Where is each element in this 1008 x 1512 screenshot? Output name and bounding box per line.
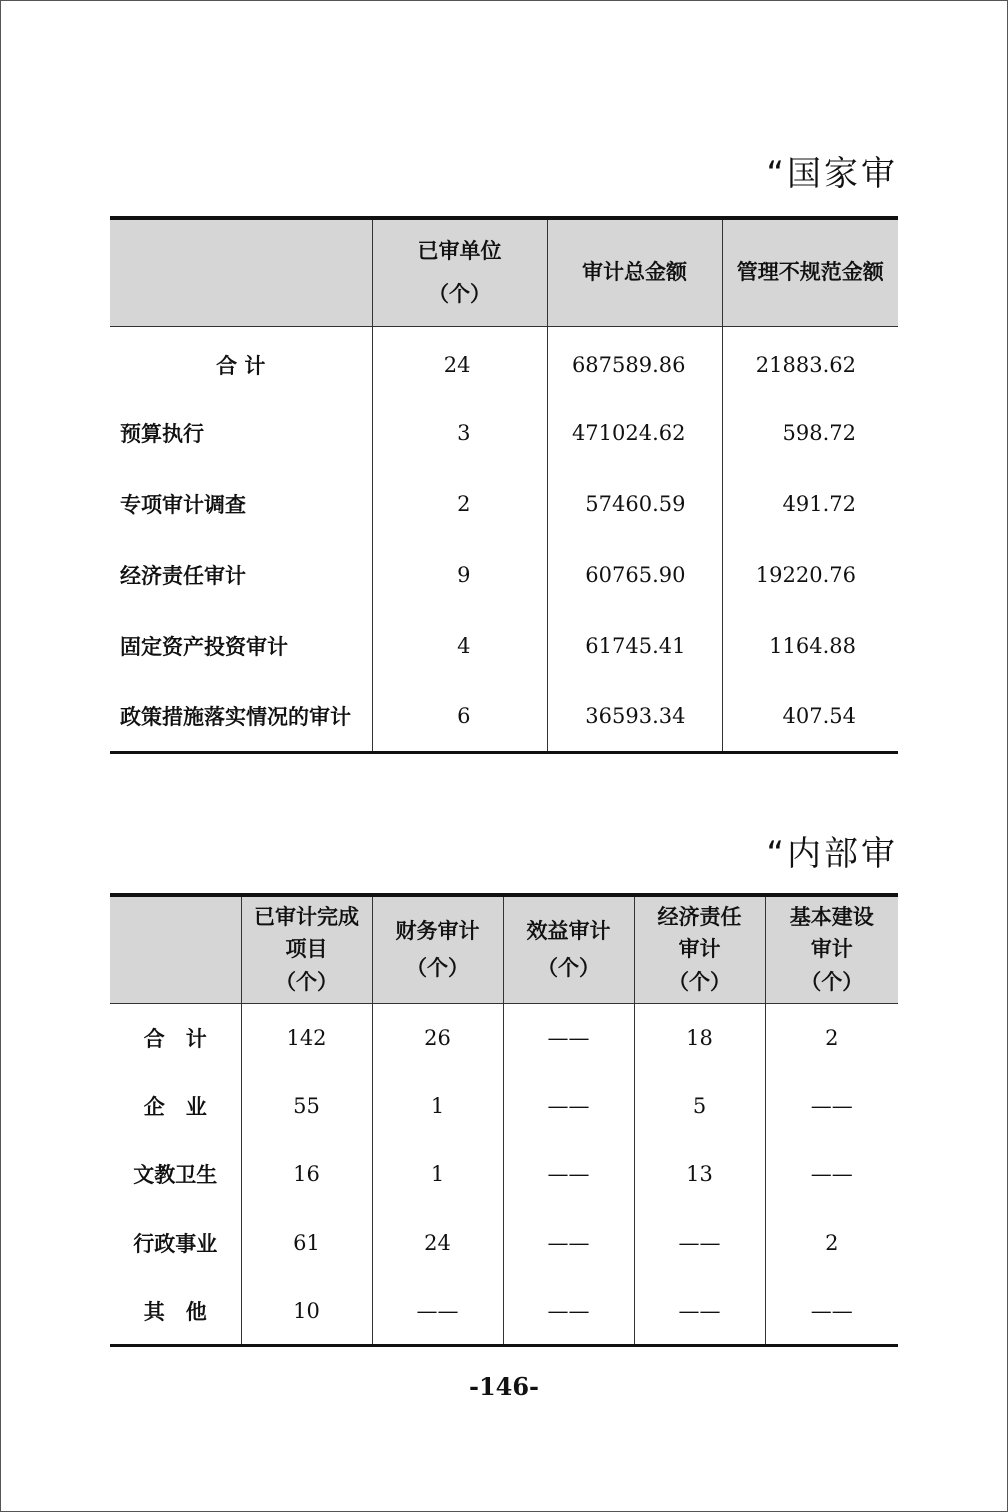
table-row [110,1003,898,1072]
header-benefit-audit: 效益审计 （个） [503,895,634,1003]
cell-irregular: 21883.62 [755,352,856,377]
cell-economic: —— [634,1277,765,1346]
cell-units: 2 [372,468,547,539]
table-row [110,681,898,752]
table-row [110,397,898,468]
row-label: 合 计 [110,1003,241,1072]
cell-financial: 26 [372,1003,503,1072]
table-header-row [110,895,898,1003]
header-financial-audit: 财务审计 （个） [372,895,503,1003]
cell-completed: 16 [241,1140,372,1209]
cell-total: 471024.62 [547,397,722,468]
row-label: 其 他 [110,1277,241,1346]
cell-completed: 10 [241,1277,372,1346]
cell-economic: —— [634,1209,765,1278]
cell-units: 9 [372,539,547,610]
cell-completed: 55 [241,1072,372,1141]
cell-irregular: 1164.88 [769,633,856,658]
cell-benefit: —— [503,1003,634,1072]
cell-irregular: 407.54 [782,703,856,728]
internal-audit-table [110,893,898,1347]
cell-benefit: —— [503,1277,634,1346]
header-blank [110,218,372,326]
row-label: 企 业 [110,1072,241,1141]
cell-total: 61745.41 [547,610,722,681]
cell-units: 3 [372,397,547,468]
table-row [110,1140,898,1209]
row-label: 专项审计调查 [110,468,372,539]
cell-completed: 61 [241,1209,372,1278]
cell-construction: 2 [825,1231,839,1256]
header-irregular-amount: 管理不规范金额 [722,218,898,326]
table-row [110,539,898,610]
cell-benefit: —— [503,1072,634,1141]
cell-financial: —— [372,1277,503,1346]
header-completed-projects: 已审计完成 项目 （个） [241,895,372,1003]
table-row [110,610,898,681]
cell-benefit: —— [503,1140,634,1209]
cell-construction: —— [810,1298,853,1323]
table-row [110,1209,898,1278]
cell-construction: —— [810,1162,853,1187]
header-economic-responsibility-audit: 经济责任 审计 （个） [634,895,765,1003]
cell-total: 687589.86 [547,326,722,397]
cell-irregular: 598.72 [782,420,856,445]
cell-economic: 5 [634,1072,765,1141]
cell-financial: 1 [372,1140,503,1209]
row-label: 文教卫生 [110,1140,241,1209]
table-row [110,1072,898,1141]
cell-total: 57460.59 [547,468,722,539]
cell-economic: 13 [634,1140,765,1209]
cell-construction: —— [810,1093,853,1118]
table-header-row [110,218,898,326]
row-label: 合 计 [110,326,372,397]
header-total-amount: 审计总金额 [547,218,722,326]
row-label: 固定资产投资审计 [110,610,372,681]
section-title-internal-audit: “内部审 [766,834,898,874]
cell-irregular: 491.72 [782,491,856,516]
header-capital-construction-audit: 基本建设 审计 （个） [765,895,898,1003]
table-row [110,468,898,539]
cell-construction: 2 [825,1025,839,1050]
section-title-national-audit: “国家审 [766,154,898,194]
cell-total: 36593.34 [547,681,722,752]
header-audited-units: 已审单位 （个） [372,218,547,326]
row-label: 政策措施落实情况的审计 [110,681,372,752]
cell-units: 6 [372,681,547,752]
cell-total: 60765.90 [547,539,722,610]
cell-economic: 18 [634,1003,765,1072]
cell-irregular: 19220.76 [755,562,856,587]
cell-units: 4 [372,610,547,681]
header-blank [110,895,241,1003]
row-label: 行政事业 [110,1209,241,1278]
cell-financial: 1 [372,1072,503,1141]
cell-benefit: —— [503,1209,634,1278]
row-label: 经济责任审计 [110,539,372,610]
national-audit-table [110,216,898,754]
table-row [110,1277,898,1346]
table-row [110,326,898,397]
page-number: -146- [468,1372,540,1401]
cell-units: 24 [372,326,547,397]
cell-financial: 24 [372,1209,503,1278]
cell-completed: 142 [241,1003,372,1072]
row-label: 预算执行 [110,397,372,468]
